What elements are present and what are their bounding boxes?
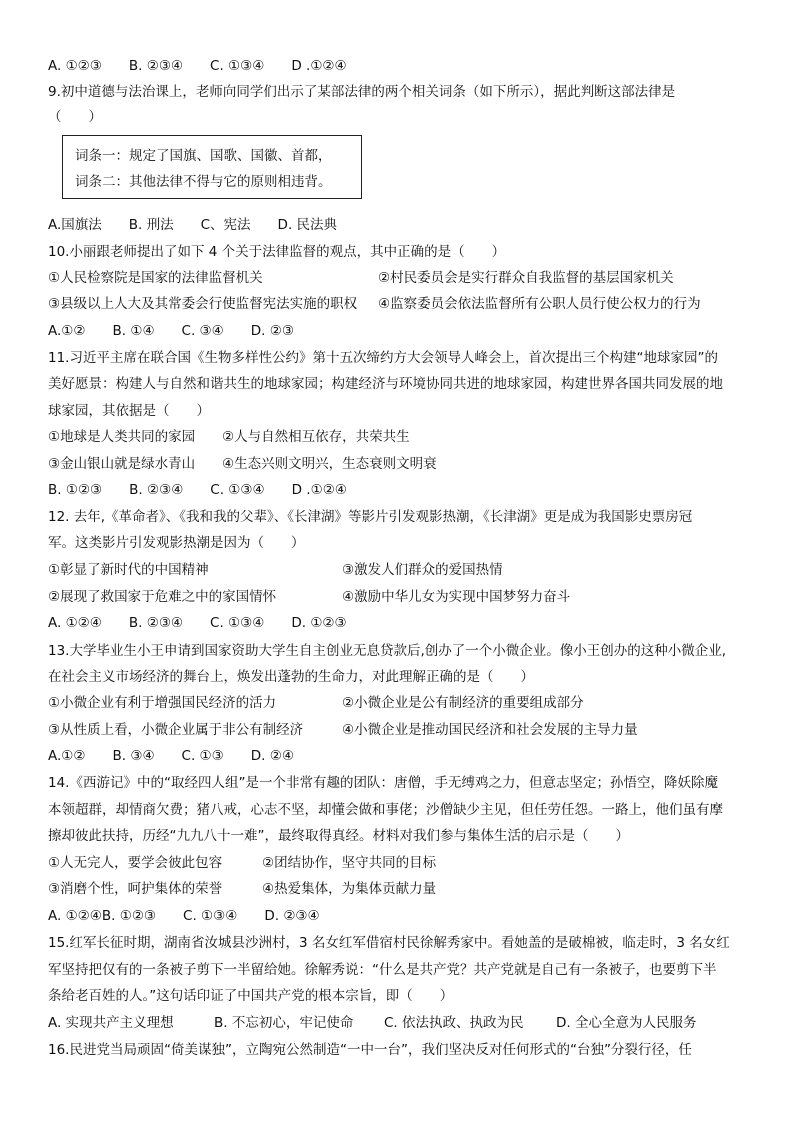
q11-stem-line2: 美好愿景：构建人与自然和谐共生的地球家园；构建经济与环境协同共进的地球家园，构建世界各国共同发展的地 [48,376,723,392]
q13-item4: ④小微企业是推动国民经济和社会发展的主导力量 [342,722,638,738]
q12-stem-line1: 12. 去年,《革命者》、《我和我的父辈》、《长津湖》等影片引发观影热潮，《长津湖》更是成为我国影史票房冠 [48,509,693,525]
q9-stem-line2: （ ） [48,109,102,125]
q15-option-c: C. 依法执政、执政为民 [384,1015,524,1031]
q14-stem-line1: 14.《西游记》中的“取经四人组”是一个非常有趣的团队：唐僧，手无缚鸡之力，但意志坚定；孙悟空，降妖除魔 [48,775,718,791]
q11-item3: ③金山银山就是绿水青山 [48,456,196,472]
q12-item4: ④激励中华儿女为实现中国梦努力奋斗 [342,589,571,605]
q13-options: A.①② B. ③④ C. ①③ D. ②④ [48,748,294,764]
q9-entry2: 词条二：其他法律不得与它的原则相违背。 [75,174,332,190]
q10-item2: ②村民委员会是实行群众自我监督的基层国家机关 [378,270,674,286]
q11-stem-line1: 11.习近平主席在联合国《生物多样性公约》第十五次缔约方大会领导人峰会上，首次提出三个构建“地球家园”的 [48,350,718,366]
q12-item1: ①彰显了新时代的中国精神 [48,562,209,578]
q13-stem-line1: 13.大学毕业生小王申请到国家资助大学生自主创业无息贷款后,创办了一个小微企业。像小王创办的这种小微企业, [48,643,727,659]
q15-option-a: A. 实现共产主义理想 [48,1015,174,1031]
q15-option-d: D. 全心全意为人民服务 [556,1015,697,1031]
q10-item1: ①人民检察院是国家的法律监督机关 [48,270,263,286]
q12-stem-line2: 军。这类影片引发观影热潮是因为（ ） [48,535,305,551]
q11-stem-line3: 球家园，其依据是（ ） [48,403,210,419]
q14-item4: ④热爱集体，为集体贡献力量 [262,881,437,897]
q11-options: B. ①②③ B. ②③④ C. ①③④ D .①②④ [48,482,347,498]
q9-options: A.国旗法 B. 刑法 C、宪法 D. 民法典 [48,217,338,233]
q12-item3: ②展现了救国家于危难之中的家国情怀 [48,589,277,605]
q14-stem-line3: 擦却彼此扶持，历经“九九八十一难”，最终取得真经。材料对我们参与集体生活的启示是（ ） [48,828,629,844]
q15-stem-line1: 15.红军长征时期，湖南省汝城县沙洲村，3 名女红军借宿村民徐解秀家中。看她盖的是破棉被，临走时，3 名女红 [48,935,730,951]
q9-stem-line1: 9.初中道德与法治课上，老师向同学们出示了某部法律的两个相关词条（如下所示），据此判断这部法律是 [48,84,676,100]
q14-stem-line2: 本领超群，却情商欠费；猪八戒，心志不坚，却懂会做和事佬；沙僧缺少主见，但任劳任怨。一路上，他们虽有摩 [48,802,723,818]
q15-option-b: B. 不忘初心，牢记使命 [214,1015,354,1031]
q9-entry1: 词条一：规定了国旗、国歌、国徽、首都， [75,148,332,164]
q11-item1: ①地球是人类共同的家园 [48,429,196,445]
q15-stem-line2: 军坚持把仅有的一条被子剪下一半留给她。徐解秀说：“什么是共产党？共产党就是自己有一条被子，也要剪下半 [48,962,717,978]
q12-item2: ③激发人们群众的爱国热情 [342,562,503,578]
q16-stem-line1: 16.民进党当局顽固“倚美谋独”，立陶宛公然制造“一中一台”，我们坚决反对任何形式的“台独”分裂行径，任 [48,1042,692,1058]
q10-options: A.①② B. ①④ C. ③④ D. ②③ [48,323,294,339]
q13-item3: ③从性质上看，小微企业属于非公有制经济 [48,722,304,738]
q13-item1: ①小微企业有利于增强国民经济的活力 [48,695,277,711]
q10-stem: 10.小丽跟老师提出了如下 4 个关于法律监督的观点，其中正确的是（ ） [48,244,506,260]
q9-entry-box [62,135,362,199]
q10-item3: ③县级以上人大及其常委会行使监督宪法实施的职权 [48,296,358,312]
q12-options: A. ①②④ B. ②③④ C. ①③④ D. ①②③ [48,615,347,631]
q13-item2: ②小微企业是公有制经济的重要组成部分 [342,695,584,711]
q14-options: A. ①②④B. ①②③ C. ①③④ D. ②③④ [48,908,320,924]
q11-item2: ②人与自然相互依存，共荣共生 [222,429,410,445]
q8-options: A. ①②③ B. ②③④ C. ①③④ D .①②④ [48,58,347,74]
q14-item2: ②团结协作，坚守共同的目标 [262,855,437,871]
q11-item4: ④生态兴则文明兴，生态衰则文明衰 [222,456,437,472]
q15-stem-line3: 条给老百姓的人。”这句话印证了中国共产党的根本宗旨，即（ ） [48,988,454,1004]
q10-item4: ④监察委员会依法监督所有公职人员行使公权力的行为 [378,296,701,312]
q14-item3: ③消磨个性，呵护集体的荣誉 [48,881,223,897]
q13-stem-line2: 在社会主义市场经济的舞台上，焕发出蓬勃的生命力，对此理解正确的是（ ） [48,669,534,685]
q14-item1: ①人无完人，要学会彼此包容 [48,855,223,871]
